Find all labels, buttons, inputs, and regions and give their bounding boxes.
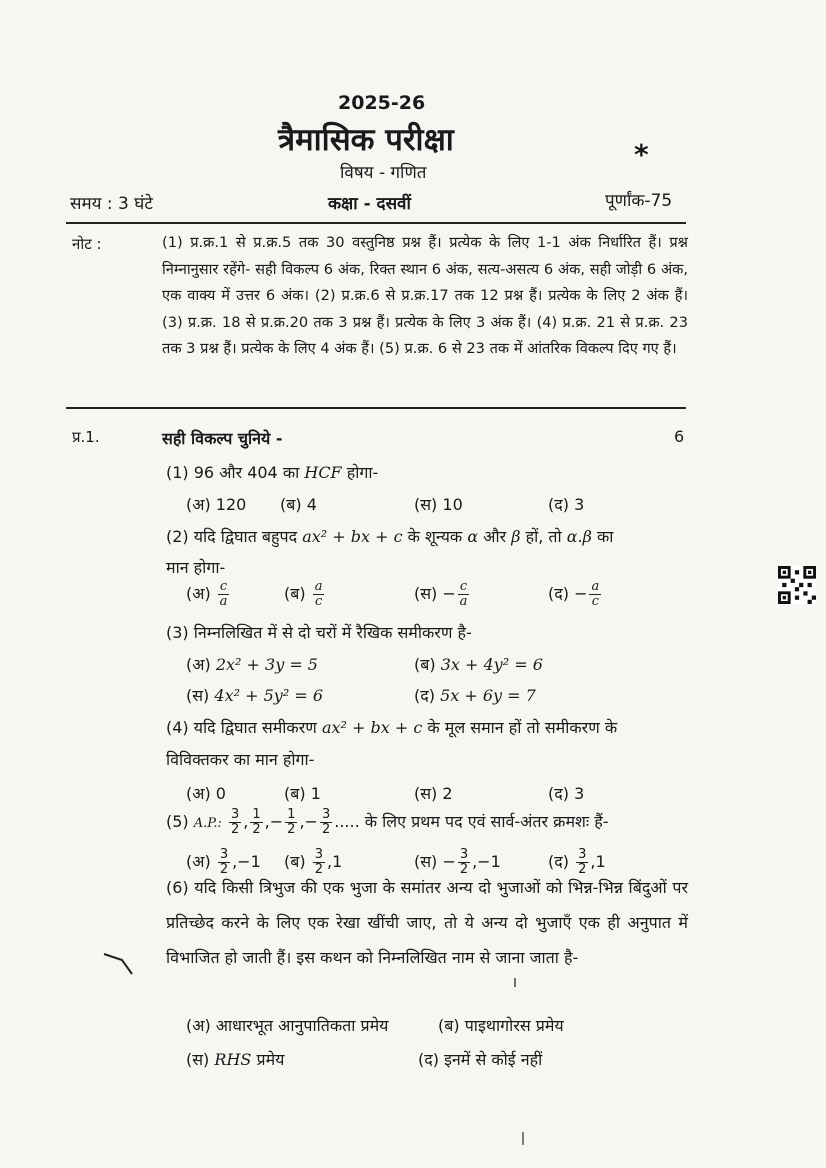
q3-option-c: (स) 4x² + 5y² = 6 — [186, 686, 323, 705]
q4-text: (4) यदि द्विघात समीकरण ax² + bx + c के मूल समान हों तो समीकरण के — [166, 718, 618, 737]
q1-option-c: (स) 10 — [414, 495, 463, 514]
class-line: कक्षा - दसवीं — [328, 194, 411, 214]
pen-tick-mark — [102, 950, 136, 976]
q5-option-c: (स) − $\frac{3}{2}$ ,−1 — [414, 847, 501, 877]
q1-text: (1) 96 और 404 का HCF होगा- — [166, 463, 379, 482]
pen-dot-mark — [512, 978, 518, 988]
q5-option-d: (द) $\frac{3}{2}$ ,1 — [548, 847, 606, 877]
q4-option-b: (ब) 1 — [284, 784, 321, 803]
section-marks: 6 — [674, 427, 685, 446]
q3-option-a: (अ) 2x² + 3y = 5 — [186, 655, 318, 674]
q4-text-line2: विविक्तकर का मान होगा- — [166, 750, 315, 769]
q6-text: (6) यदि किसी त्रिभुज की एक भुजा के समांतर अन्य दो भुजाओं को भिन्न-भिन्न बिंदुओं पर प्रतिच्छेद करने के लिए एक रेखा खींची जाए, तो ये अन्य दो भुजाएँ एक ही अनुपात में विभाजित हो जाती हैं। इस कथन को निम्नलिखित नाम से जाना जाता है- — [166, 878, 688, 967]
q3-option-d: (द) 5x + 6y = 7 — [414, 686, 536, 705]
q2-option-a: (अ) $\frac{c}{a}$ — [186, 579, 228, 609]
note-label: नोट : — [72, 235, 102, 253]
q2-option-d: (द) − $\frac{a}{c}$ — [548, 579, 600, 609]
subject-line: विषय - गणित — [340, 163, 427, 183]
max-marks: पूर्णांक-75 — [605, 191, 673, 211]
q4-option-a: (अ) 0 — [186, 784, 226, 803]
divider-note — [66, 407, 686, 409]
q4-option-c: (स) 2 — [414, 784, 453, 803]
q5-option-a: (अ) $\frac{3}{2}$ ,−1 — [186, 847, 261, 877]
q6-option-c: (स) RHS प्रमेय — [186, 1050, 285, 1069]
q5-text: (5) A.P.: $\frac{3}{2}$ , $\frac{1}{2}$ ,− $\frac{1}{2}$ ,− $\frac{3}{2}$ ..... के लिए प्रथम पद एवं सार्व-अंतर क्रमशः हैं- — [166, 807, 609, 837]
exam-title: त्रैमासिक परीक्षा — [278, 122, 454, 158]
q4-option-d: (द) 3 — [548, 784, 585, 803]
q2-text: (2) यदि द्विघात बहुपद ax² + bx + c के शून्यक α और β हों, तो α.β का — [166, 527, 614, 546]
section-number: प्र.1. — [72, 428, 100, 446]
q6-option-b: (ब) पाइथागोरस प्रमेय — [438, 1016, 564, 1035]
star-mark: * — [634, 138, 649, 171]
qr-code-icon — [778, 566, 816, 604]
q1-option-b: (ब) 4 — [280, 495, 317, 514]
q5-option-b: (ब) $\frac{3}{2}$ ,1 — [284, 847, 343, 877]
q2-option-c: (स) − $\frac{c}{a}$ — [414, 579, 468, 609]
pen-dash-mark — [520, 1132, 526, 1146]
q3-option-b: (ब) 3x + 4y² = 6 — [414, 655, 543, 674]
time-allowed: समय : 3 घंटे — [70, 194, 153, 214]
q1-option-a: (अ) 120 — [186, 495, 247, 514]
q3-text: (3) निम्नलिखित में से दो चरों में रैखिक समीकरण है- — [166, 623, 472, 642]
note-text: (1) प्र.क्र.1 से प्र.क्र.5 तक 30 वस्तुनिष्ठ प्रश्न हैं। प्रत्येक के लिए 1-1 अंक निर्धारित हैं। प्रश्न निम्नानुसार रहेंगे- सही विकल्प 6 अंक, रिक्त स्थान 6 अंक, सत्य-असत्य 6 अंक, सही जोड़ी 6 अंक, एक वाक्य में उत्तर 6 अंक। (2) प्र.क्र.6 से प्र.क्र.17 तक 12 प्रश्न हैं। प्रत्येक के लिए 2 अंक हैं। (3) प्र.क्र. 18 से प्र.क्र.20 तक 3 प्रश्न हैं। प्रत्येक के लिए 3 अंक हैं। (4) प्र.क्र. 21 से प्र.क्र. 23 तक 3 प्रश्न हैं। प्रत्येक के लिए 4 अंक हैं। (5) प्र.क्र. 6 से 23 तक में आंतरिक विकल्प दिए गए हैं। — [162, 234, 688, 358]
q1-option-d: (द) 3 — [548, 495, 585, 514]
q2-text-line2: मान होगा- — [166, 558, 226, 577]
exam-year: 2025-26 — [338, 92, 426, 114]
q6-option-a: (अ) आधारभूत आनुपातिकता प्रमेय — [186, 1016, 389, 1035]
q2-option-b: (ब) $\frac{a}{c}$ — [284, 579, 323, 609]
q6-option-d: (द) इनमें से कोई नहीं — [418, 1050, 543, 1069]
section-heading: सही विकल्प चुनिये - — [162, 429, 283, 448]
divider-top — [66, 222, 686, 224]
